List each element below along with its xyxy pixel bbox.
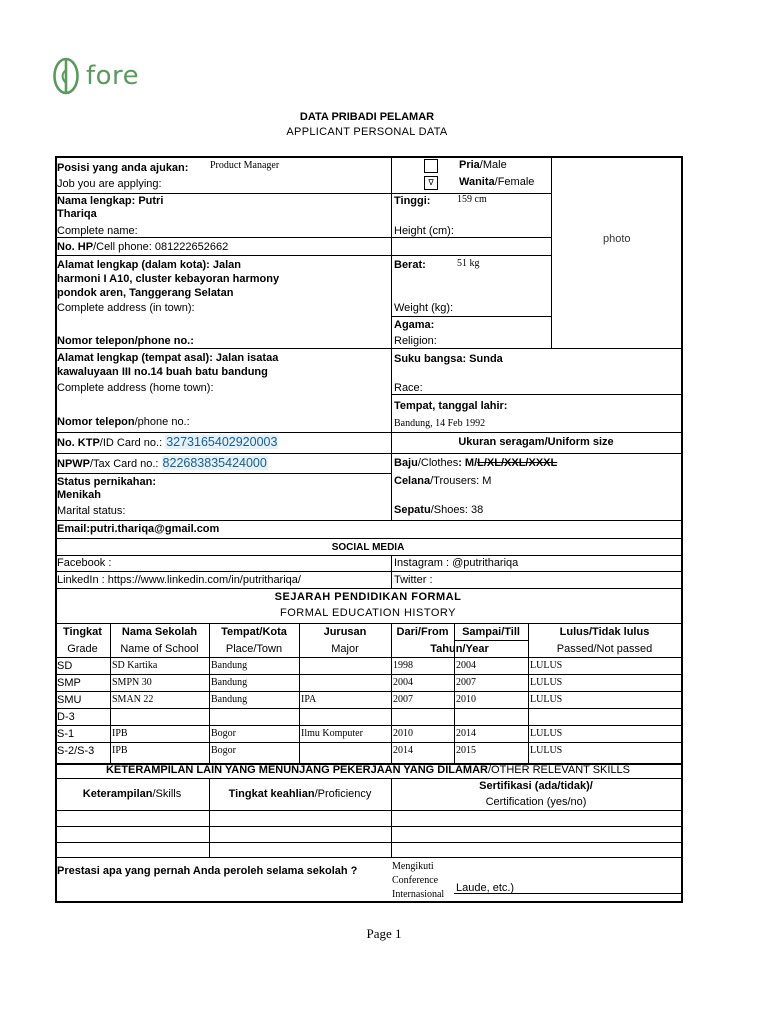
address-home-line1: Alamat lengkap (tempat asal): Jalan isataa [57, 352, 279, 364]
name-label: Nama lengkap: Putri [57, 195, 164, 207]
name-value[interactable]: Thariqa [57, 208, 97, 220]
edu-cell-city[interactable]: Bandung [211, 694, 248, 705]
header-school-en: Name of School [120, 643, 199, 655]
skills-header-cert-en: Certification (yes/no) [485, 796, 587, 808]
company-logo [52, 56, 139, 96]
linkedin-field[interactable]: LinkedIn : https://www.linkedin.com/in/putrithariqa/ [57, 574, 301, 586]
weight-value[interactable]: 51 kg [457, 258, 480, 269]
edu-cell-major[interactable]: IPA [301, 694, 317, 705]
edu-cell-from[interactable]: 2010 [393, 728, 413, 739]
position-label: Posisi yang anda ajukan: [57, 162, 189, 174]
header-pass-en: Passed/Not passed [556, 643, 653, 655]
edu-cell-from[interactable]: 2014 [393, 745, 413, 756]
religion-label-en: Religion: [394, 335, 437, 347]
edu-cell-city[interactable]: Bandung [211, 677, 248, 688]
edu-cell-till[interactable]: 2007 [456, 677, 476, 688]
edu-cell-till[interactable]: 2010 [456, 694, 476, 705]
edu-cell-level: S-2/S-3 [57, 745, 95, 757]
edu-cell-status[interactable]: LULUS [530, 745, 563, 756]
height-label-en: Height (cm): [394, 225, 454, 237]
uniform-shirt: Baju/Clothes: M/L/XL/XXL/XXXL [394, 457, 558, 469]
education-subtitle: FORMAL EDUCATION HISTORY [279, 607, 456, 619]
uniform-trousers: Celana/Trousers: M [394, 475, 492, 487]
height-value[interactable]: 159 cm [457, 194, 487, 205]
ethnic-label: Suku bangsa: Sunda [394, 353, 503, 365]
page-number: Page 1 [366, 926, 402, 941]
edu-cell-status[interactable]: LULUS [530, 660, 563, 671]
religion-label: Agama: [394, 319, 435, 331]
header-level-en: Grade [67, 643, 98, 655]
edu-cell-school[interactable]: IPB [112, 745, 128, 756]
edu-cell-level: SMP [57, 677, 81, 689]
birth-value[interactable]: Bandung, 14 Feb 1992 [394, 418, 486, 429]
skills-header-skill: Keterampilan/Skills [82, 788, 182, 800]
achievement-answer: Mengikuti Conference Internasional [392, 861, 445, 900]
edu-cell-till[interactable]: 2004 [456, 660, 476, 671]
header-city-en: Place/Town [225, 643, 283, 655]
height-label: Tinggi: [394, 195, 431, 207]
edu-cell-level: SD [57, 660, 73, 672]
edu-cell-level: D-3 [57, 711, 75, 723]
edu-cell-till[interactable]: 2014 [456, 728, 476, 739]
edu-cell-school[interactable]: SMAN 22 [112, 694, 154, 705]
email-field[interactable]: Email:putri.thariqa@gmail.com [57, 523, 220, 535]
header-major: Jurusan [323, 626, 367, 638]
marital-label: Status pernikahan: [57, 476, 157, 488]
male-label: Pria/Male [459, 159, 507, 171]
edu-cell-status[interactable]: LULUS [530, 677, 563, 688]
female-label: Wanita/Female [459, 176, 535, 188]
social-media-title: SOCIAL MEDIA [331, 542, 405, 553]
edu-cell-from[interactable]: 2004 [393, 677, 413, 688]
header-year: Tahun/Year [430, 643, 489, 655]
header-city: Tempat/Kota [221, 626, 287, 638]
edu-cell-city[interactable]: Bogor [211, 728, 236, 739]
achievement-suffix: Laude, etc.) [456, 882, 515, 894]
npwp-field: NPWP/Tax Card no.: 822683835424000 [57, 456, 267, 470]
edu-cell-level: S-1 [57, 728, 75, 740]
form-title: DATA PRIBADI PELAMAR [299, 111, 435, 123]
edu-cell-school[interactable]: SMPN 30 [112, 677, 152, 688]
position-value[interactable]: Product Manager [210, 160, 280, 171]
address-home-line2: kawaluyaan III no.14 buah batu bandung [57, 366, 268, 378]
male-checkbox[interactable] [424, 159, 438, 173]
home-phone-label: Nomor telepon/phone no.: [57, 416, 190, 428]
skills-header-cert: Sertifikasi (ada/tidak)/ [479, 780, 593, 792]
address-city-label-en: Complete address (in town): [57, 302, 195, 314]
header-school: Nama Sekolah [121, 626, 198, 638]
skills-title: KETERAMPILAN LAIN YANG MENUNJANG PEKERJAAN YANG DILAMAR/OTHER RELEVANT SKILLS [105, 764, 631, 776]
skills-header-level: Tingkat keahlian/Proficiency [228, 788, 372, 800]
instagram-field[interactable]: Instagram : @putrithariqa [394, 557, 519, 569]
edu-cell-school[interactable]: SD Kartika [112, 660, 158, 671]
logo-text: fore [86, 61, 140, 91]
photo-placeholder: photo [603, 233, 631, 245]
position-label-en: Job you are applying: [57, 178, 162, 190]
header-pass: Lulus/Tidak lulus [559, 626, 650, 638]
marital-value[interactable]: Menikah [57, 489, 102, 501]
uniform-title: Ukuran seragam/Uniform size [458, 436, 614, 448]
address-city-label: Alamat lengkap (dalam kota): Jalan [57, 259, 242, 271]
applicant-form [55, 156, 683, 903]
address-city-line2: harmoni I A10, cluster kebayoran harmony [57, 273, 280, 285]
edu-cell-status[interactable]: LULUS [530, 694, 563, 705]
education-title: SEJARAH PENDIDIKAN FORMAL [274, 591, 462, 603]
edu-cell-status[interactable]: LULUS [530, 728, 563, 739]
header-major-en: Major [331, 643, 359, 655]
address-home-label-en: Complete address (home town): [57, 382, 214, 394]
cell-phone: No. HP/Cell phone: 081222652662 [57, 241, 229, 253]
edu-cell-major[interactable]: Ilmu Komputer [301, 728, 363, 739]
edu-cell-school[interactable]: IPB [112, 728, 128, 739]
edu-cell-till[interactable]: 2015 [456, 745, 476, 756]
city-phone-label: Nomor telepon/phone no.: [57, 335, 194, 347]
ktp-field: No. KTP/ID Card no.: 3273165402920003 [57, 435, 278, 449]
twitter-field[interactable]: Twitter : [394, 574, 433, 586]
uniform-shoes: Sepatu/Shoes: 38 [394, 504, 484, 516]
header-from: Dari/From [396, 626, 449, 638]
ethnic-label-en: Race: [394, 382, 423, 394]
header-till: Sampai/Till [462, 626, 520, 638]
edu-cell-from[interactable]: 1998 [393, 660, 413, 671]
marital-label-en: Marital status: [57, 505, 126, 517]
birth-label: Tempat, tanggal lahir: [394, 400, 508, 412]
female-checkbox[interactable]: ∇ [424, 176, 438, 190]
edu-cell-level: SMU [57, 694, 82, 706]
edu-cell-from[interactable]: 2007 [393, 694, 413, 705]
form-subtitle: APPLICANT PERSONAL DATA [286, 126, 448, 138]
name-label-en: Complete name: [57, 225, 138, 237]
edu-cell-city[interactable]: Bogor [211, 745, 236, 756]
address-city-line3: pondok aren, Tanggerang Selatan [57, 287, 234, 299]
facebook-field[interactable]: Facebook : [57, 557, 112, 569]
weight-label-en: Weight (kg): [394, 302, 454, 314]
header-level: Tingkat [63, 626, 102, 638]
leaf-logo-icon [52, 56, 80, 96]
weight-label: Berat: [394, 259, 426, 271]
achievement-question: Prestasi apa yang pernah Anda peroleh selama sekolah ? [57, 865, 358, 877]
edu-cell-city[interactable]: Bandung [211, 660, 248, 671]
